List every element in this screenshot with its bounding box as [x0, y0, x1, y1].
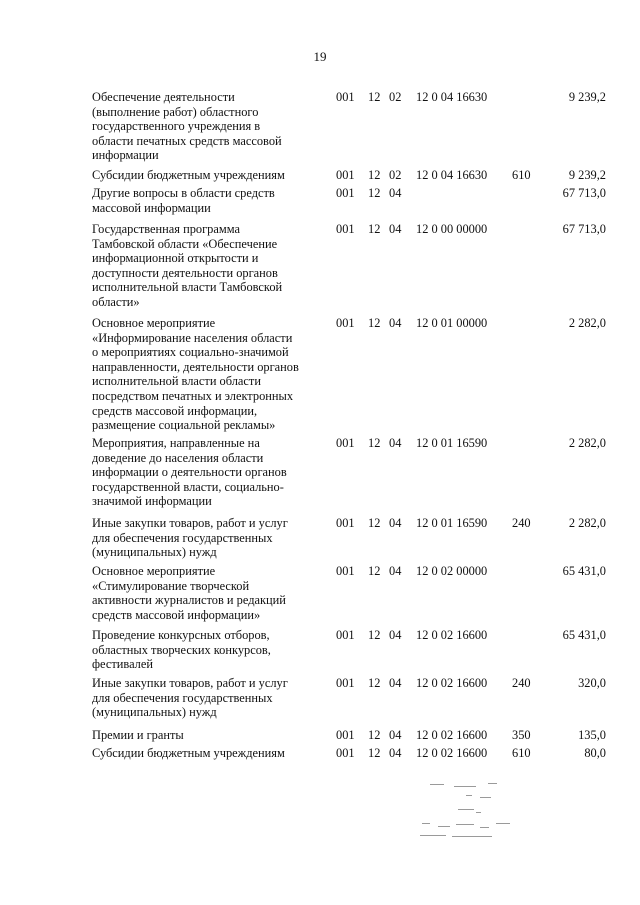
row-name: [92, 728, 328, 743]
row-name-line: Основное мероприятие: [92, 316, 216, 330]
amount: 320,0: [578, 676, 606, 690]
target-item-code: 12 0 04 16630: [416, 90, 488, 104]
target-item-code: 12 0 02 16600: [416, 746, 488, 760]
ministry-code: 001: [336, 90, 355, 104]
row-name: [92, 90, 328, 163]
row-name-line: фестивалей: [92, 657, 153, 672]
row-name-line: «Информирование населения области: [92, 330, 293, 345]
row-name-line: направленности, деятельности органов: [92, 359, 299, 374]
ministry-code: 001: [336, 628, 355, 642]
row-name: [92, 564, 328, 622]
row-name-line: средств массовой информации,: [92, 403, 258, 418]
row-name-line: посредством печатных и электронных: [92, 388, 294, 403]
ministry-code: 001: [336, 676, 355, 690]
target-item-code: 12 0 00 00000: [416, 222, 488, 236]
ministry-code: 001: [336, 746, 355, 760]
row-name-line: значимой информации: [92, 494, 212, 509]
target-item-code: 12 0 02 00000: [416, 564, 488, 578]
row-name-line: Мероприятия, направленные на: [92, 436, 260, 450]
row-name: [92, 676, 328, 720]
subsection-code: 04: [389, 746, 402, 760]
row-name-line: Обеспечение деятельности: [92, 90, 235, 104]
ministry-code: 001: [336, 516, 355, 530]
row-name-line: исполнительной власти области: [92, 374, 261, 389]
target-item-code: 12 0 01 16590: [416, 436, 488, 450]
ministry-code: 001: [336, 186, 355, 200]
section-code: 12: [368, 90, 381, 104]
amount: 9 239,2: [568, 90, 606, 104]
expense-type-code: 350: [512, 728, 531, 742]
target-item-code: 12 0 04 16630: [416, 168, 488, 182]
target-item-code: 12 0 02 16600: [416, 676, 488, 690]
subsection-code: 04: [389, 728, 402, 742]
section-code: 12: [368, 728, 381, 742]
target-item-code: 12 0 01 00000: [416, 316, 488, 330]
subsection-code: 04: [389, 186, 402, 200]
row-name-line: средств массовой информации»: [92, 607, 261, 622]
row-name-line: информации: [92, 148, 159, 163]
amount: 2 282,0: [568, 516, 606, 530]
expense-type-code: 240: [512, 516, 531, 530]
amount: 9 239,2: [568, 168, 606, 182]
row-name-line: доведение до населения области: [92, 450, 264, 465]
row-name: [92, 222, 328, 310]
section-code: 12: [368, 516, 381, 530]
row-name-line: размещение социальной рекламы»: [92, 418, 276, 433]
row-name-line: Субсидии бюджетным учреждениям: [92, 746, 285, 760]
row-name: [92, 186, 328, 215]
ministry-code: 001: [336, 436, 355, 450]
expense-type-code: 240: [512, 676, 531, 690]
subsection-code: 02: [389, 90, 402, 104]
row-name-line: Проведение конкурсных отборов,: [92, 628, 270, 642]
row-name: [92, 436, 328, 509]
scan-artifact-icon: [418, 782, 538, 838]
ministry-code: 001: [336, 222, 355, 236]
ministry-code: 001: [336, 564, 355, 578]
subsection-code: 04: [389, 316, 402, 330]
row-name-line: информации о деятельности органов: [92, 465, 287, 480]
target-item-code: 12 0 02 16600: [416, 628, 488, 642]
amount: 65 431,0: [562, 628, 606, 642]
amount: 80,0: [584, 746, 606, 760]
row-name-line: области печатных средств массовой: [92, 133, 282, 148]
row-name-line: государственной власти, социально-: [92, 479, 284, 494]
row-name: [92, 316, 328, 433]
subsection-code: 04: [389, 676, 402, 690]
subsection-code: 04: [389, 564, 402, 578]
row-name-line: Премии и гранты: [92, 728, 184, 742]
ministry-code: 001: [336, 728, 355, 742]
page-number: 19: [313, 49, 327, 64]
row-name-line: информационной открытости и: [92, 251, 259, 266]
amount: 135,0: [578, 728, 606, 742]
row-name-line: Иные закупки товаров, работ и услуг: [92, 516, 288, 530]
row-name-line: (выполнение работ) областного: [92, 104, 259, 119]
subsection-code: 04: [389, 436, 402, 450]
row-name-line: Государственная программа: [92, 222, 240, 236]
row-name-line: государственного учреждения в: [92, 119, 261, 134]
row-name-line: Тамбовской области «Обеспечение: [92, 236, 278, 251]
section-code: 12: [368, 168, 381, 182]
row-name-line: (муниципальных) нужд: [92, 705, 217, 720]
row-name: [92, 628, 328, 672]
ministry-code: 001: [336, 168, 355, 182]
section-code: 12: [368, 628, 381, 642]
section-code: 12: [368, 186, 381, 200]
ministry-code: 001: [336, 316, 355, 330]
row-name-line: области»: [92, 294, 140, 309]
row-name-line: Иные закупки товаров, работ и услуг: [92, 676, 288, 690]
section-code: 12: [368, 676, 381, 690]
row-name-line: исполнительной власти Тамбовской: [92, 280, 283, 295]
row-name-line: Другие вопросы в области средств: [92, 186, 275, 200]
section-code: 12: [368, 436, 381, 450]
row-name-line: доступности деятельности органов: [92, 265, 278, 280]
row-name: [92, 168, 328, 183]
section-code: 12: [368, 222, 381, 236]
amount: 67 713,0: [562, 186, 606, 200]
row-name-line: Основное мероприятие: [92, 564, 216, 578]
row-name-line: (муниципальных) нужд: [92, 545, 217, 560]
subsection-code: 04: [389, 628, 402, 642]
row-name: [92, 746, 328, 761]
section-code: 12: [368, 746, 381, 760]
row-name-line: областных творческих конкурсов,: [92, 642, 271, 657]
amount: 67 713,0: [562, 222, 606, 236]
section-code: 12: [368, 564, 381, 578]
amount: 2 282,0: [568, 316, 606, 330]
row-name-line: Субсидии бюджетным учреждениям: [92, 168, 285, 182]
row-name-line: для обеспечения государственных: [92, 530, 273, 545]
expense-type-code: 610: [512, 168, 531, 182]
subsection-code: 04: [389, 222, 402, 236]
row-name-line: для обеспечения государственных: [92, 690, 273, 705]
target-item-code: 12 0 02 16600: [416, 728, 488, 742]
subsection-code: 04: [389, 516, 402, 530]
target-item-code: 12 0 01 16590: [416, 516, 488, 530]
subsection-code: 02: [389, 168, 402, 182]
row-name-line: «Стимулирование творческой: [92, 578, 250, 593]
expense-type-code: 610: [512, 746, 531, 760]
amount: 65 431,0: [562, 564, 606, 578]
row-name-line: массовой информации: [92, 200, 211, 215]
section-code: 12: [368, 316, 381, 330]
row-name-line: о мероприятиях социально-значимой: [92, 345, 289, 360]
amount: 2 282,0: [568, 436, 606, 450]
row-name-line: активности журналистов и редакций: [92, 593, 286, 608]
row-name: [92, 516, 328, 560]
